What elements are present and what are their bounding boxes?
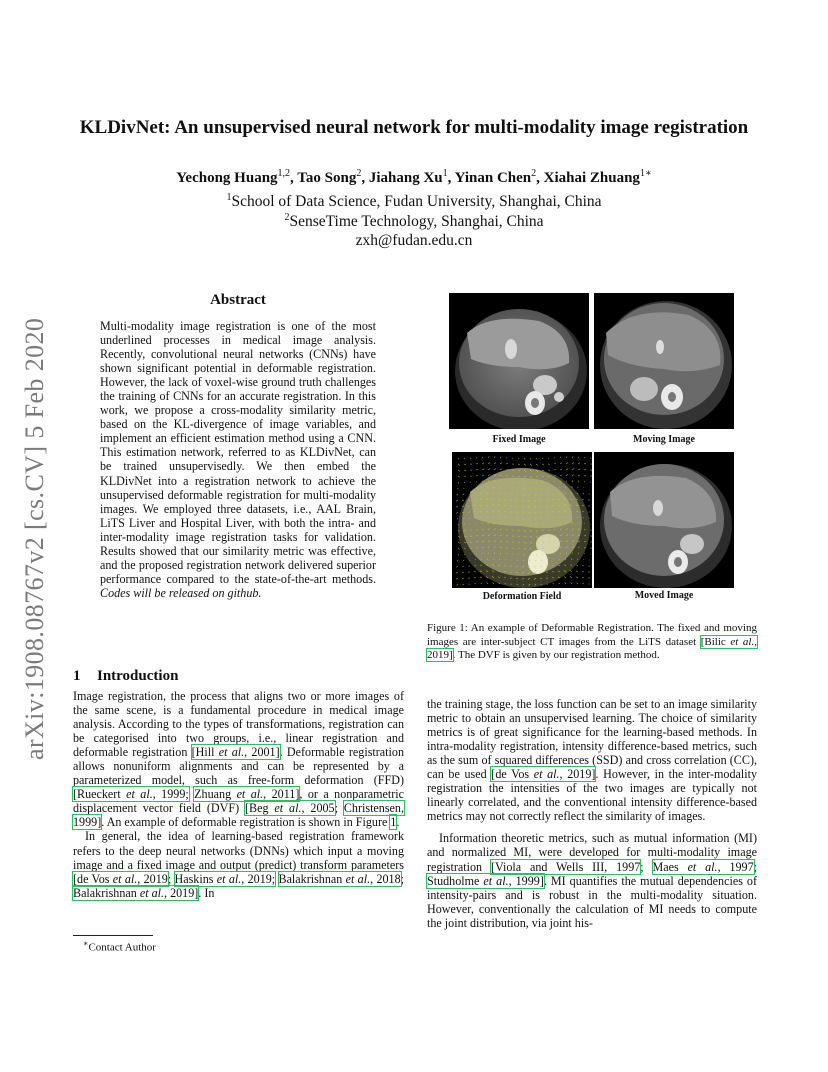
flow-vector bbox=[482, 463, 484, 464]
right-column-text bbox=[427, 697, 757, 930]
flow-vector bbox=[572, 462, 574, 464]
flow-vector bbox=[458, 470, 460, 471]
section-heading: 1 Introduction bbox=[73, 668, 179, 684]
panel-label: Moving Image bbox=[633, 434, 695, 445]
flow-vector bbox=[506, 463, 508, 464]
arxiv-identifier: arXiv:1908.08767v2 [cs.CV] 5 Feb 2020 bbox=[20, 317, 49, 760]
flow-vector bbox=[560, 463, 562, 464]
flow-vector bbox=[457, 494, 458, 495]
flow-vector bbox=[583, 559, 584, 560]
figure-caption: Figure 1: An example of Deformable Registration. The fixed and moving images are inter-subject CT images from the LiTS dataset [Bilic et al., 2019]. The DVF is given by our registration method. bbox=[427, 622, 757, 661]
citation-link[interactable]: Maes et al., 1997 bbox=[652, 859, 754, 874]
flow-vector bbox=[506, 457, 507, 458]
flow-vector bbox=[584, 475, 586, 476]
author-name: Yinan Chen bbox=[454, 170, 532, 186]
citation-link[interactable]: Christensen, 1999] bbox=[73, 801, 404, 830]
flow-vector bbox=[456, 566, 458, 567]
moving-image-panel bbox=[594, 293, 734, 429]
flow-vector bbox=[456, 572, 458, 573]
flow-vector bbox=[566, 462, 568, 464]
flow-vector bbox=[566, 480, 567, 482]
flow-vector bbox=[578, 457, 579, 458]
flow-vector bbox=[584, 469, 586, 470]
author-name: Tao Song bbox=[297, 170, 357, 186]
flow-vector bbox=[456, 578, 458, 579]
flow-vector bbox=[463, 494, 464, 495]
flow-vector bbox=[476, 463, 478, 464]
abstract-body: Multi-modality image registration is one of the most underlined processes in medical image analysis. Recently, convolutional neural networks (CNNs) have shown significant potential in deformable registration. However, the lack of voxel-wise ground truth challenges the training of CNNs for an accurate registration. In this work, we propose a cross-modality similarity metric, based on the KL-divergence of image variables, and implement an efficient estimation method using a CNN. This estimation network, referred to as KLDivNet, can be trained unsupervisedly. We then embed the KLDivNet into a registration network to achieve the unsupervised deformable registration for multi-modality images. We employed three datasets, i.e., AAL Brain, LiTS Liver and Hospital Liver, with both the intra- and inter-modality image registration tasks for validation. Results showed that our similarity metric was effective, and the proposed registration network delivered superior performance compared to the state-of-the-art methods. Codes will be released on github. bbox=[100, 319, 376, 600]
flow-vector bbox=[457, 584, 458, 585]
flow-vector bbox=[577, 583, 578, 584]
flow-vector bbox=[480, 577, 482, 578]
flow-vector bbox=[458, 458, 459, 459]
flow-vector bbox=[493, 582, 494, 584]
flow-vector bbox=[464, 482, 465, 483]
flow-vector bbox=[476, 475, 478, 476]
flow-vector bbox=[494, 462, 496, 464]
flow-vector bbox=[476, 457, 477, 458]
flow-vector bbox=[463, 560, 464, 561]
panel-label: Deformation Field bbox=[482, 591, 562, 602]
flow-vector bbox=[582, 577, 584, 578]
flow-vector bbox=[464, 554, 465, 555]
citation-link[interactable]: [de Vos et al., 2019] bbox=[491, 767, 596, 782]
flow-vector bbox=[536, 464, 538, 465]
paragraph: In general, the idea of learning-based registration framework refers to the deep neural networks (DNNs) which input a moving image and a fixed image and output (predict) transform parameters [de Vos et al., 2019; Haskins et al., 2019; Balakrishnan et al., 2018; Balakrishnan et al., 2019]. In bbox=[73, 829, 405, 900]
flow-vector bbox=[542, 464, 544, 465]
flow-vector bbox=[570, 570, 572, 572]
flow-vector bbox=[572, 474, 574, 476]
deformation-field-panel bbox=[452, 452, 592, 588]
flow-vector bbox=[482, 475, 484, 476]
footnote-rule bbox=[73, 935, 153, 936]
flow-vector bbox=[566, 474, 568, 476]
flow-vector bbox=[571, 582, 572, 584]
flow-vector bbox=[487, 582, 488, 584]
panel-label: Fixed Image bbox=[492, 434, 546, 445]
flow-vector bbox=[572, 480, 573, 482]
flow-vector bbox=[536, 458, 537, 459]
flow-vector bbox=[524, 464, 526, 465]
flow-vector bbox=[462, 578, 464, 579]
author-name: Xiahai Zhuang bbox=[543, 170, 640, 186]
flow-vector bbox=[576, 571, 578, 572]
figure-1 bbox=[449, 293, 757, 603]
footnote: ∗Contact Author bbox=[83, 939, 156, 954]
flow-vector bbox=[488, 456, 489, 458]
flow-vector bbox=[464, 464, 466, 465]
flow-vector bbox=[462, 566, 464, 567]
flow-vector bbox=[500, 463, 502, 464]
flow-vector bbox=[524, 458, 525, 459]
flow-vector bbox=[456, 500, 458, 501]
flow-vector bbox=[559, 583, 560, 584]
flow-vector bbox=[457, 560, 458, 561]
panel-label: Moved Image bbox=[634, 590, 694, 601]
flow-vector bbox=[518, 458, 519, 459]
flow-vector bbox=[500, 457, 501, 458]
flow-vector bbox=[488, 474, 490, 476]
flow-vector bbox=[566, 456, 567, 458]
flow-vector bbox=[572, 456, 573, 458]
flow-vector bbox=[462, 500, 464, 501]
flow-vector bbox=[488, 462, 490, 464]
flow-vector bbox=[458, 554, 459, 555]
citation-link[interactable]: [Hill et al., 2001] bbox=[191, 745, 280, 760]
citation-link[interactable]: [de Vos et al., 2019 bbox=[73, 871, 168, 886]
author-name: Jiahang Xu bbox=[368, 170, 443, 186]
flow-vector bbox=[583, 493, 584, 494]
flow-vector bbox=[458, 482, 459, 483]
flow-vector bbox=[584, 463, 586, 464]
citation-link[interactable]: [Beg et al., 2005 bbox=[245, 801, 335, 816]
flow-vector bbox=[576, 577, 578, 578]
flow-vector bbox=[458, 464, 460, 465]
flow-vector bbox=[482, 469, 484, 470]
flow-vector bbox=[463, 584, 464, 585]
flow-vector bbox=[583, 583, 584, 584]
flow-vector bbox=[476, 553, 477, 554]
flow-vector bbox=[476, 469, 478, 470]
flow-vector bbox=[456, 506, 458, 507]
flow-vector bbox=[530, 458, 531, 460]
figure-link[interactable]: 1 bbox=[390, 815, 397, 830]
flow-vector bbox=[475, 583, 476, 584]
flow-vector bbox=[564, 576, 566, 578]
flow-vector bbox=[464, 470, 466, 471]
moved-image-panel bbox=[594, 452, 734, 588]
flow-vector bbox=[578, 469, 580, 470]
flow-vector bbox=[565, 582, 566, 584]
flow-vector bbox=[584, 553, 585, 554]
flow-vector bbox=[578, 481, 579, 482]
flow-vector bbox=[584, 457, 585, 458]
flow-vector bbox=[464, 476, 466, 477]
flow-vector bbox=[481, 583, 482, 584]
flow-vector bbox=[494, 468, 496, 470]
contact-email[interactable]: zxh@fudan.edu.cn bbox=[355, 232, 473, 249]
flow-vector bbox=[560, 475, 562, 476]
flow-vector bbox=[506, 553, 507, 554]
flow-vector bbox=[584, 481, 585, 482]
flow-vector bbox=[474, 571, 476, 572]
flow-vector bbox=[456, 512, 458, 513]
flow-vector bbox=[458, 542, 460, 543]
flow-vector bbox=[457, 518, 458, 519]
flow-vector bbox=[576, 565, 578, 566]
author-name: Yechong Huang bbox=[176, 170, 278, 186]
flow-vector bbox=[475, 559, 476, 560]
flow-vector bbox=[458, 476, 460, 477]
paragraph: Information theoretic metrics, such as mutual information (MI) and normalized MI, were developed for multi-modality image registration [Viola and Wells III, 1997; Maes et al., 1997; Studholme et al., 1999]. MI quantifies the mutual dependencies of intensity-pairs and is robust in the multi-modality situation. However, conventionally the calculation of MI needs to compute the joint distribution, via joint his- bbox=[427, 831, 758, 930]
citation-link[interactable]: Balakrishnan et al., 2019] bbox=[73, 885, 199, 900]
flow-vector bbox=[462, 572, 464, 573]
flow-vector bbox=[578, 463, 580, 464]
fixed-image-panel bbox=[449, 293, 589, 429]
affiliation-1: $^1$School of Data Science, Fudan University, Shanghai, China bbox=[226, 192, 602, 211]
flow-vector bbox=[482, 457, 483, 458]
citation-link[interactable]: Studholme et al., 1999] bbox=[427, 873, 544, 888]
citation-link[interactable]: [Viola and Wells III, 1997 bbox=[490, 859, 641, 874]
flow-vector bbox=[488, 468, 490, 470]
affiliation-2: $^2$SenseTime Technology, Shanghai, China bbox=[284, 212, 544, 231]
flow-vector bbox=[476, 481, 477, 482]
citation-link[interactable]: Balakrishnan et al., 2018 bbox=[278, 871, 401, 886]
flow-vector bbox=[464, 458, 465, 459]
flow-vector bbox=[578, 475, 580, 476]
flow-vector bbox=[570, 576, 572, 578]
flow-vector bbox=[494, 456, 495, 458]
abstract-heading: Abstract bbox=[210, 292, 266, 308]
flow-vector bbox=[530, 464, 532, 466]
citation-link[interactable]: [Bilic et al., 2019] bbox=[427, 635, 757, 661]
flow-vector bbox=[582, 565, 584, 566]
paragraph: Image registration, the process that aligns two or more images of the same scene, is a fundamental procedure in medical image analysis. According to the types of transformations, registration can be categorised into two groups, i.e., linear registration and deformable registration [Hill et al., 2001]. Deformable registration allows nonuniform alignments and can be represented by a parameterized model, such as free-form deformation (FFD) [Rueckert et al., 1999; Zhuang et al., 2011], or a nonparametric displacement vector field (DVF) [Beg et al., 2005; Christensen, 1999]. An example of deformable registration is shown in Figure 1. bbox=[73, 689, 404, 830]
citation-link[interactable]: [Rueckert et al., 1999; bbox=[73, 787, 189, 802]
flow-vector bbox=[560, 457, 561, 458]
flow-vector bbox=[518, 464, 520, 465]
flow-vector bbox=[474, 577, 476, 578]
flow-vector bbox=[560, 469, 562, 470]
paragraph: the training stage, the loss function can be set to an image similarity metric to obtain an unsupervised learning. The choice of similarity metrics is of great significance for the learning-based methods. In intra-modality registration, intensity difference-based metrics, such as the sum of squared differences (SSD) and cross correlation (CC), can be used [de Vos et al., 2019]. However, in the inter-modality registration the intensities of the two images are typically not linearly correlated, and the conventional intensity difference-based metrics may not correctly reflect the similarity of images. bbox=[427, 697, 758, 824]
author-list: Yechong Huang$^{1,2}$, Tao Song$^2$, Jiahang Xu$^1$, Yinan Chen$^2$, Xiahai Zhuang$^{1∗}$ bbox=[176, 168, 652, 186]
flow-vector bbox=[458, 548, 460, 549]
flow-vector bbox=[572, 468, 574, 470]
citation-link[interactable]: Haskins et al., 2019; bbox=[174, 871, 276, 886]
flow-vector bbox=[566, 468, 568, 470]
abstract-note: Codes will be released on github. bbox=[100, 585, 262, 600]
paper-title: KLDivNet: An unsupervised neural network for multi-modality image registration bbox=[79, 117, 749, 138]
arxiv-stamp bbox=[16, 290, 56, 760]
flow-vector bbox=[500, 469, 502, 470]
citation-link[interactable]: Zhuang et al., 2011] bbox=[194, 787, 300, 802]
flow-vector bbox=[582, 571, 584, 572]
left-column-text bbox=[73, 689, 404, 900]
flow-vector bbox=[542, 458, 543, 459]
